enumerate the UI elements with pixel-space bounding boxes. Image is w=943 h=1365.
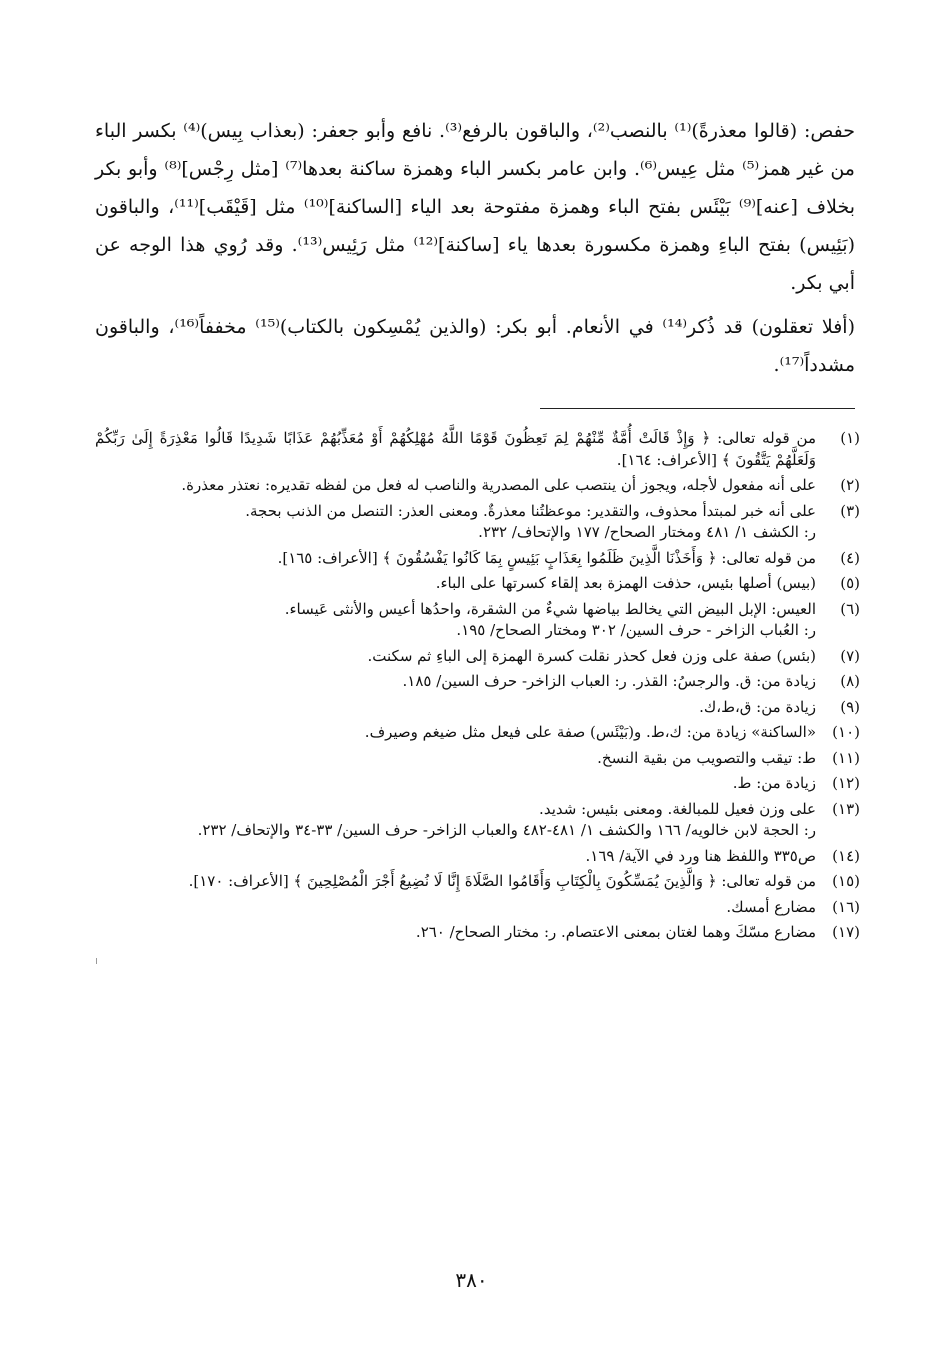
footnote-text: زيادة من: ق. والرجسُ: القذر. ر: العباب الزاخر- حرف السين/ ١٨٥. (402, 672, 816, 690)
footnote-6 (95, 599, 860, 642)
footnote-text: «الساكنة» زيادة من: ك،ط. و(بَيْئَس) صفة على فيعل مثل ضيغم وصيرف. (364, 723, 816, 741)
footnote-reference: ر: الكشف ١/ ٤٨١ ومختار الصحاح/ ١٧٧ والإتحاف/ ٢٣٢. (478, 523, 816, 541)
footnote-number: (١) (840, 429, 860, 447)
footnote-text: من قوله تعالى: ﴿ وَإِذْ قَالَتْ أُمَّةٌ مِّنْهُمْ لِمَ تَعِظُونَ قَوْمًا اللَّهُ مُهْلِكُهُمْ أَوْ مُعَذِّبُهُمْ عَذَابًا شَدِيدًا قَالُوا مَعْذِرَةً إِلَىٰ رَبِّكُمْ وَلَعَلَّهُمْ يَتَّقُونَ ﴾ [الأعراف: ١٦٤]. (95, 429, 816, 469)
footnote-text: ص٣٣٥ واللفظ هنا ورد في الآية/ ١٦٩. (585, 846, 816, 865)
footnote-number: (٥) (840, 574, 860, 592)
footnote-number: (١٠) (832, 723, 860, 741)
main-paragraph-1: حفص: (قالوا معذرةً)⁽¹⁾ بالنصب⁽²⁾، والباقون بالرفع⁽³⁾. نافع وأبو جعفر: (بعذاب بِيس)⁽⁴⁾ بكسر الباء من غير همز⁽⁵⁾ مثل عِيس⁽⁶⁾. وابن عامر بكسر الباء وهمزة ساكنة بعدها⁽⁷⁾ [مثل رِجْس]⁽⁸⁾ وأبو بكر بخلاف [عنه]⁽⁹⁾ بَيْئَس بفتح الباء وهمزة مفتوحة بعد الياء [الساكنة]⁽¹⁰⁾ مثل [قَيْقَب]⁽¹¹⁾، والباقون (بَئِيس) بفتح الباءِ وهمزة مكسورة بعدها ياء [ساكنة]⁽¹²⁾ مثل رَئِيس⁽¹³⁾. وقد رُوي هذا الوجه عن أبي بكر. (95, 120, 856, 294)
footnote-text: على أنه مفعول لأجله، ويجوز أن ينتصب على المصدرية والناصب له فعل من لفظه تقديره: نعتذر معذرة. (181, 476, 816, 494)
main-paragraph-2: (أفلا تعقلون) قد ذُكر⁽¹⁴⁾ في الأنعام. أبو بكر: (والذين يُمْسِكون بالكتاب)⁽¹⁵⁾ مخففاً⁽¹⁶⁾، والباقون مشدداً⁽¹⁷⁾. (95, 316, 855, 376)
footnote-7 (95, 646, 860, 668)
footnote-number: (١٢) (832, 774, 860, 792)
main-text (95, 112, 855, 390)
footnote-number: (٢) (840, 476, 860, 494)
footnote-8 (95, 671, 860, 693)
footnote-text: على وزن فعيل للمبالغة. ومعنى بئيس: شديد. (539, 799, 816, 818)
footnote-number: (١٦) (832, 897, 860, 916)
page-number: ٣٨٠ (455, 1268, 488, 1292)
footnote-text: مضارع مسّكَ وهما لغتان بمعنى الاعتصام. ر: مختار الصحاح/ ٢٦٠. (415, 923, 816, 941)
footnote-text: (بيس) أصلها بئيس، حذفت الهمزة بعد إلقاء كسرتها على الباء. (435, 574, 816, 592)
footnote-9 (95, 697, 860, 719)
footnote-17 (95, 922, 860, 944)
footnote-number: (٤) (840, 548, 860, 567)
footnote-3 (95, 501, 860, 544)
footnote-11 (95, 748, 860, 770)
footnote-text: زيادة من: ق،ط،ك. (699, 697, 816, 716)
footnote-number: (٣) (840, 501, 860, 520)
footnote-number: (٦) (840, 599, 860, 618)
footnote-text: على أنه خبر لمبتدأ محذوف، والتقدير: موعظتُنا معذرةٌ. ومعنى العذر: التنصل من الذنب بحجة. (245, 501, 816, 520)
footnote-number: (١٤) (832, 846, 860, 865)
footnote-15 (95, 871, 860, 893)
footnote-reference: ر: الحجة لابن خالويه/ ١٦٦ والكشف ١/ ٤٨١-٤٨٢ والعباب الزاخر- حرف السين/ ٣٣-٣٤ والإتحاف/ ٢٣٢. (197, 821, 816, 839)
margin-mark (96, 958, 97, 964)
footnote-text: من قوله تعالى: ﴿ وَأَخَذْنَا الَّذِينَ ظَلَمُوا بِعَذَابٍ بَئِيسٍ بِمَا كَانُوا يَفْسُقُونَ ﴾ [الأعراف: ١٦٥]. (277, 548, 816, 567)
footnote-14 (95, 846, 860, 868)
footnote-16 (95, 897, 860, 919)
footnote-number: (٩) (840, 697, 860, 716)
footnote-number: (١١) (832, 748, 860, 767)
footnote-reference: ر: العُباب الزاخر - حرف السين/ ٣٠٢ ومختار الصحاح/ ١٩٥. (456, 621, 816, 639)
footnote-5 (95, 573, 860, 595)
footnote-10 (95, 722, 860, 744)
footnote-separator (540, 408, 855, 409)
footnote-number: (١٣) (832, 799, 860, 818)
footnote-1 (95, 428, 860, 471)
footnote-number: (١٧) (832, 923, 860, 941)
footnotes (95, 428, 860, 948)
footnote-number: (٧) (840, 646, 860, 665)
footnote-text: زيادة من: ط. (732, 774, 816, 792)
footnote-2 (95, 475, 860, 497)
footnote-text: العيس: الإبل البيض التي يخالط بياضها شيءٌ من الشقرة، واحدُها أعيس والأنثى عَيساء. (284, 599, 816, 618)
footnote-text: من قوله تعالى: ﴿ وَالَّذِينَ يُمَسِّكُونَ بِالْكِتَابِ وَأَقَامُوا الصَّلَاةَ إِنَّا لَا نُضِيعُ أَجْرَ الْمُصْلِحِينَ ﴾ [الأعراف: ١٧٠]. (188, 872, 816, 890)
footnote-number: (٨) (840, 672, 860, 690)
footnote-text: ط: تيقب والتصويب من بقية النسخ. (597, 748, 816, 767)
footnote-text: (بئس) صفة على وزن فعل كحذر نقلت كسرة الهمزة إلى الباءِ ثم سكنت. (367, 646, 816, 665)
footnote-4 (95, 548, 860, 570)
footnote-number: (١٥) (832, 872, 860, 890)
footnote-13 (95, 799, 860, 842)
footnote-text: مضارع أمسك. (726, 897, 816, 916)
footnote-12 (95, 773, 860, 795)
